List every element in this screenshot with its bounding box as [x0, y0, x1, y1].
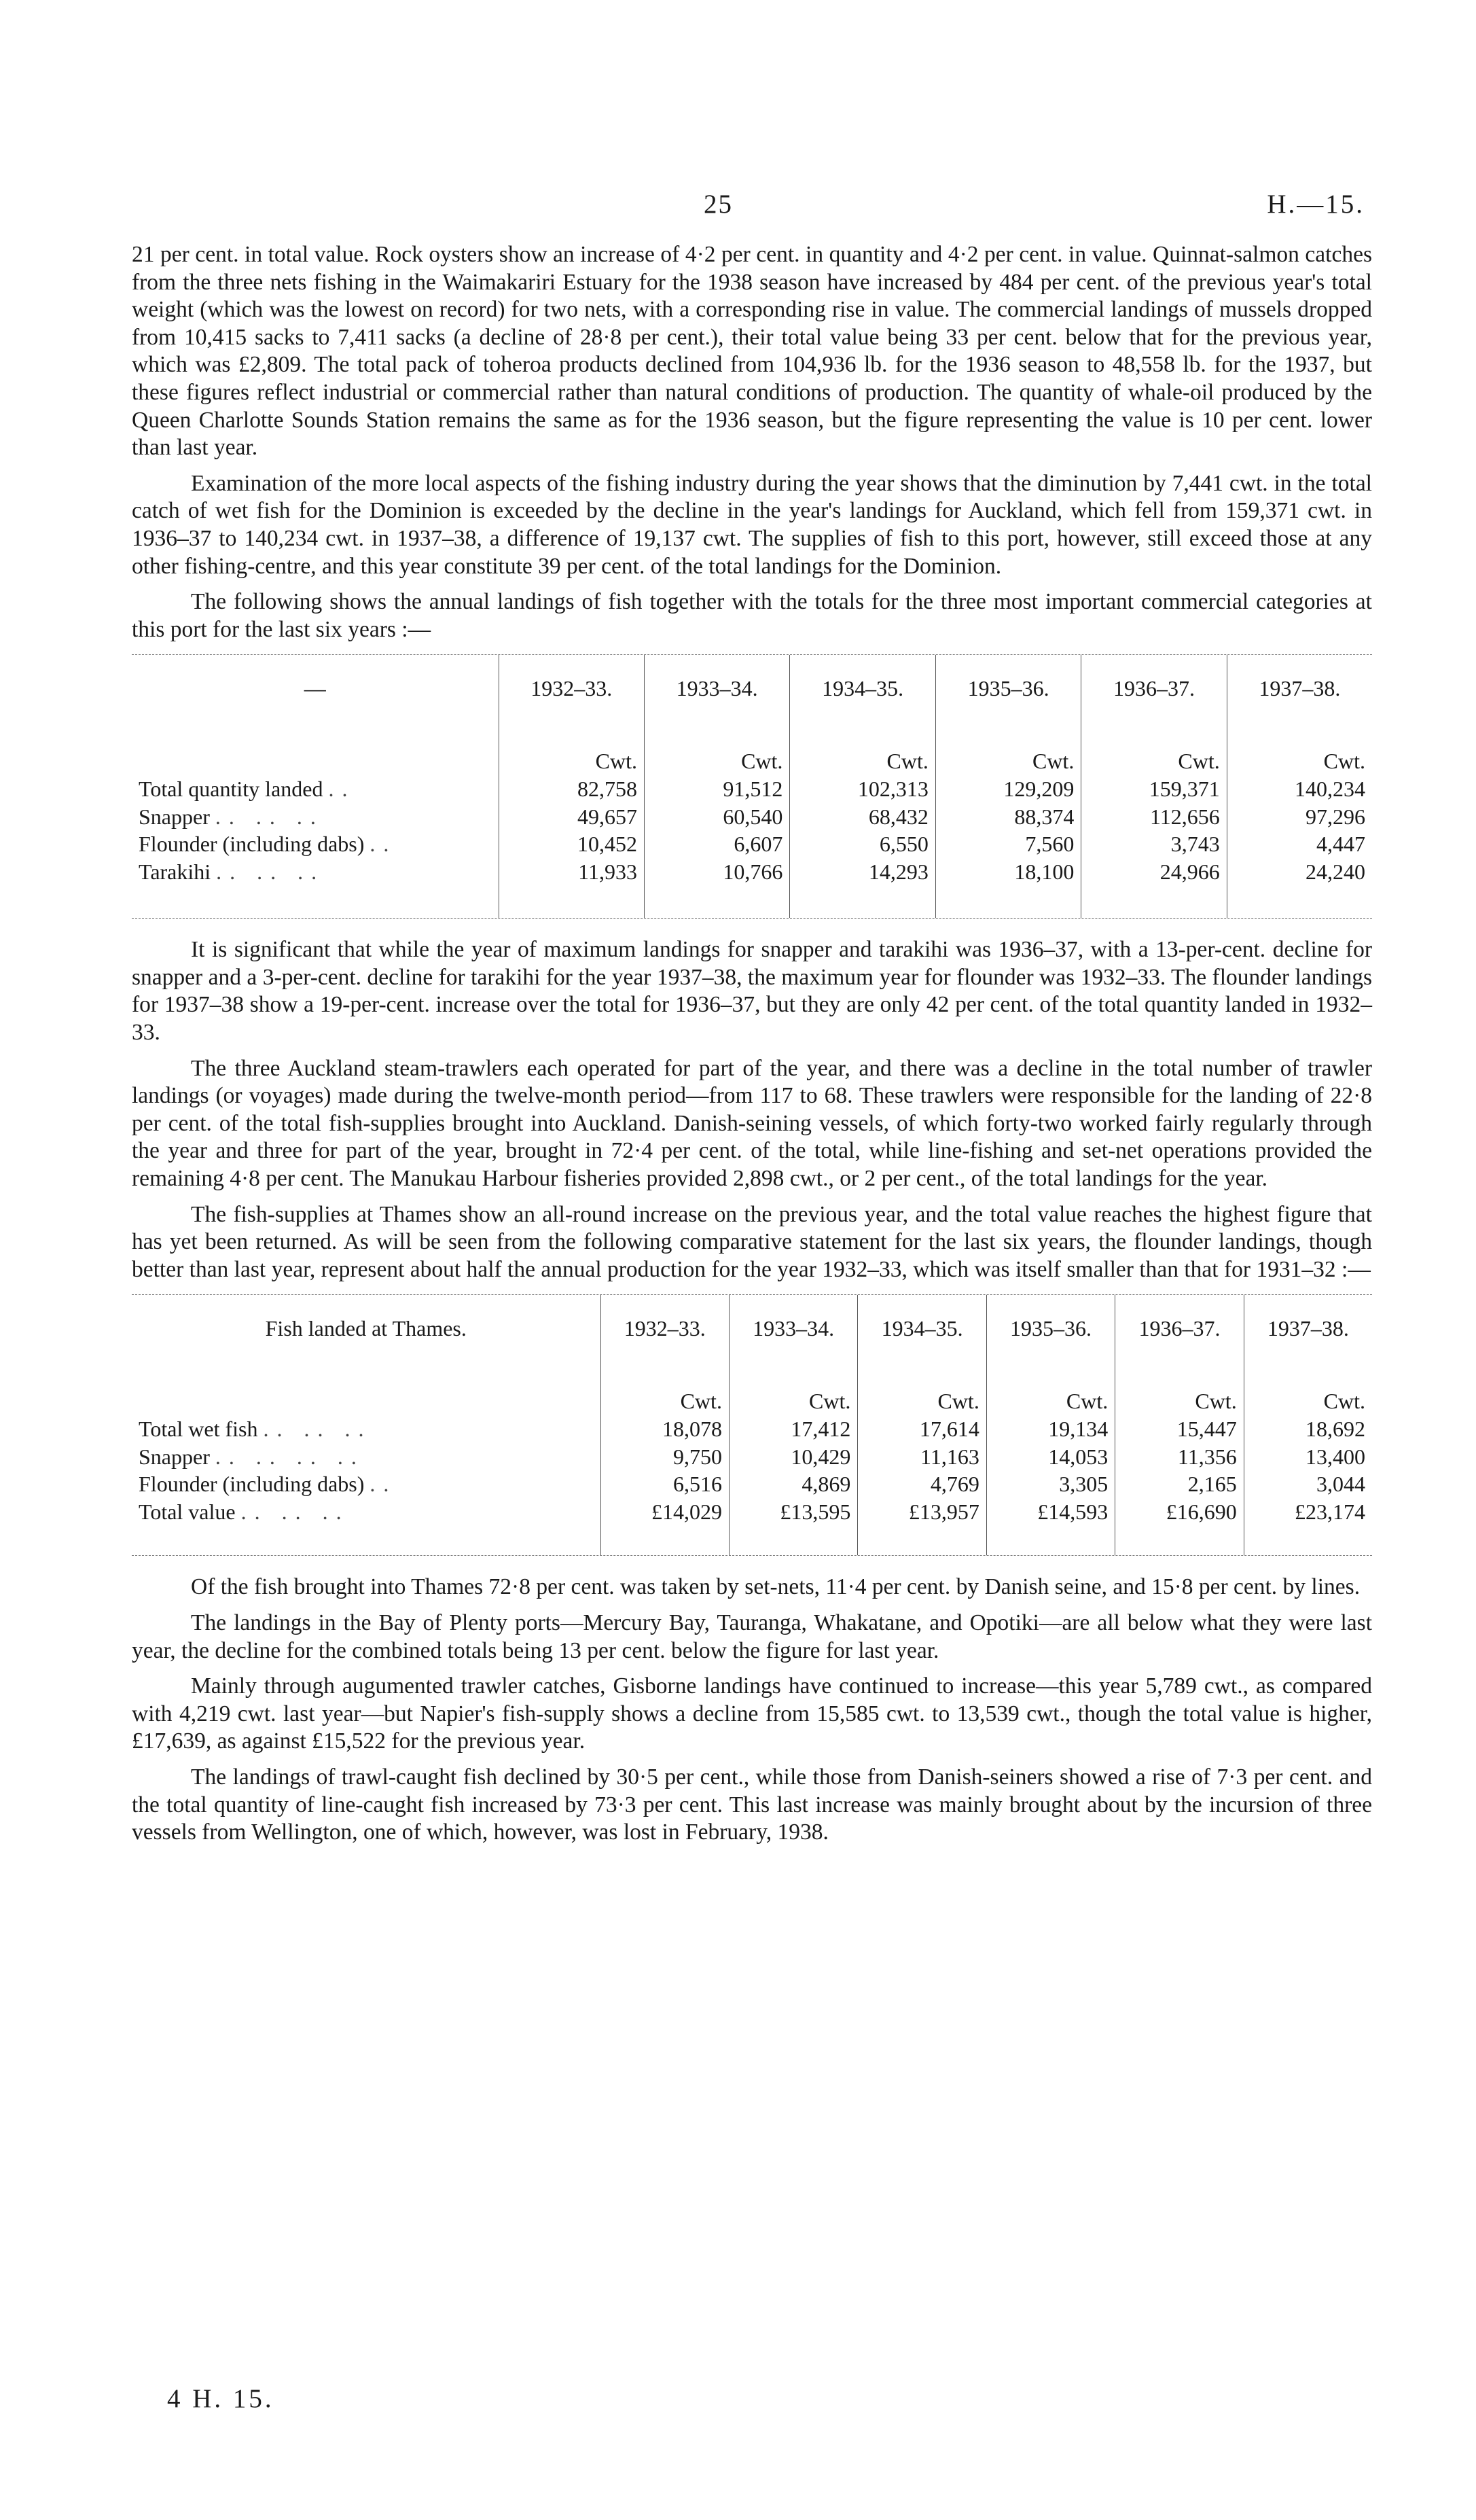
table-cell: £13,957	[858, 1498, 986, 1526]
unit-cell: Cwt.	[1227, 722, 1372, 775]
paragraph-thames-methods: Of the fish brought into Thames 72·8 per cent. was taken by set-nets, 11·4 per cent. by Danish seine, and 15·8 per cent. by lines.	[191, 1574, 1361, 1600]
table-bottom-rule	[132, 1555, 1372, 1556]
row-label	[132, 830, 499, 858]
spacer-cell	[1227, 885, 1372, 918]
table-row	[132, 1415, 1372, 1443]
paragraph-bay-of-plenty: The landings in the Bay of Plenty ports—Mercury Bay, Tauranga, Whakatane, and Opotiki—are all below what they were last year, the decline for the combined totals being 13 per cent. below the figure for last year.	[132, 1610, 1372, 1663]
paragraph-auckland-decline: Examination of the more local aspects of the fishing industry during the year shows that the diminution by 7,441 cwt. in the total catch of wet fish for the Dominion is exceeded by the decline in the year's landings for Auckland, which fell from 159,371 cwt. in 1936–37 to 140,234 cwt. in 1937–38, a difference of 19,137 cwt. The supplies of fish to this port, however, still exceed those at any other fishing-centre, and this year constitute 39 per cent. of the total landings for the Dominion.	[132, 470, 1372, 579]
table-cell: 3,044	[1244, 1470, 1372, 1498]
unit-row	[132, 722, 1372, 775]
table-cell: 3,305	[986, 1470, 1115, 1498]
spacer-cell	[600, 1525, 729, 1555]
table-row	[132, 1470, 1372, 1498]
auckland-landings-table	[132, 655, 1372, 918]
paragraph-maximum-landings: It is significant that while the year of maximum landings for snapper and tarakihi was 1936–37, with a 13-per-cent. decline for snapper and a 3-per-cent. decline for tarakihi for the year 1937–38, the maximum year for flounder was 1932–33. The flounder landings for 1937–38 show a 19-per-cent. increase over the total for 1936–37, but they are only 42 per cent. of the total quantity landed in 1932–33.	[132, 937, 1372, 1046]
unit-cell: Cwt.	[935, 722, 1081, 775]
document-reference: H.—15.	[1267, 190, 1365, 219]
table-cell: 6,550	[790, 830, 935, 858]
paragraph-thames-intro: The fish-supplies at Thames show an all-round increase on the previous year, and the total value reaches the highest figure that has yet been returned. As will be seen from the following comparative statement for the last six years, the flounder landings, though better than last year, represent about half the annual production for the year 1932–33, which was itself smaller than that for 1931–32 :—	[132, 1201, 1372, 1282]
year-header: 1937–38.	[1244, 1295, 1372, 1362]
table-bottom-rule	[132, 918, 1372, 919]
spacer-cell	[790, 885, 935, 918]
thames-landings-table	[132, 1295, 1372, 1555]
table-cell: 49,657	[499, 803, 644, 831]
table-cell: 102,313	[790, 775, 935, 803]
table-cell: 159,371	[1081, 775, 1227, 803]
spacer-cell	[858, 1525, 986, 1555]
table-cell: 112,656	[1081, 803, 1227, 831]
year-header: 1933–34.	[644, 655, 789, 722]
year-header: 1932–33.	[499, 655, 644, 722]
row-label	[132, 1415, 600, 1443]
spacer-cell	[644, 885, 789, 918]
table-spacer-row	[132, 885, 1372, 918]
table-cell: 18,078	[600, 1415, 729, 1443]
table-cell: 19,134	[986, 1415, 1115, 1443]
year-header: 1935–36.	[935, 655, 1081, 722]
spacer-cell	[132, 1525, 600, 1555]
year-header: 1934–35.	[790, 655, 935, 722]
spacer-cell	[986, 1525, 1115, 1555]
year-header: 1934–35.	[858, 1295, 986, 1362]
table-cell: 2,165	[1115, 1470, 1244, 1498]
row-label	[132, 803, 499, 831]
spacer-cell	[729, 1525, 857, 1555]
table-cell: 4,869	[729, 1470, 857, 1498]
unit-row	[132, 1362, 1372, 1415]
document-body	[132, 241, 1372, 1855]
table-cell: 129,209	[935, 775, 1081, 803]
year-header: 1936–37.	[1115, 1295, 1244, 1362]
row-leader-dots: .. .. ..	[263, 1417, 372, 1441]
table-cell: £16,690	[1115, 1498, 1244, 1526]
unit-cell: Cwt.	[600, 1362, 729, 1415]
row-leader-dots: ..	[370, 1472, 397, 1497]
unit-row-label	[132, 722, 499, 775]
spacer-cell	[935, 885, 1081, 918]
table-cell: £14,593	[986, 1498, 1115, 1526]
page-number: 25	[704, 190, 733, 219]
table-header-row	[132, 655, 1372, 722]
table-cell: 6,516	[600, 1470, 729, 1498]
table-cell: £13,595	[729, 1498, 857, 1526]
year-header: 1935–36.	[986, 1295, 1115, 1362]
table-cell: 15,447	[1115, 1415, 1244, 1443]
row-label	[132, 1498, 600, 1526]
spacer-cell	[1081, 885, 1227, 918]
table-cell: 9,750	[600, 1443, 729, 1471]
row-leader-dots: .. .. ..	[215, 804, 324, 829]
table-cell: 3,743	[1081, 830, 1227, 858]
table-cell: 24,966	[1081, 858, 1227, 886]
row-label-text: Total quantity landed	[139, 776, 323, 801]
row-label-text: Flounder (including dabs)	[139, 1472, 365, 1497]
auckland-landings-table-block	[132, 654, 1372, 919]
row-label	[132, 775, 499, 803]
spacer-cell	[1115, 1525, 1244, 1555]
spacer-cell	[132, 885, 499, 918]
paragraph-table1-intro: The following shows the annual landings of fish together with the totals for the three most important commercial categories at this port for the last six years :—	[132, 589, 1372, 642]
table-cell: 17,614	[858, 1415, 986, 1443]
table-row	[132, 1498, 1372, 1526]
table-cell: £14,029	[600, 1498, 729, 1526]
row-leader-dots: .. .. ..	[216, 859, 325, 884]
unit-cell: Cwt.	[644, 722, 789, 775]
row-leader-dots: .. .. ..	[240, 1499, 350, 1524]
table-cell: 10,452	[499, 830, 644, 858]
row-label-text: Tarakihi	[139, 859, 211, 884]
row-label-text: Snapper	[139, 804, 210, 829]
table-cell: 17,412	[729, 1415, 857, 1443]
table-cell: 60,540	[644, 803, 789, 831]
table-cell: 18,100	[935, 858, 1081, 886]
page-header	[0, 189, 1476, 230]
table-corner: —	[304, 676, 326, 701]
table-cell: 97,296	[1227, 803, 1372, 831]
unit-cell: Cwt.	[1081, 722, 1227, 775]
table-row	[132, 858, 1372, 886]
table-cell: 10,429	[729, 1443, 857, 1471]
table-cell: 14,293	[790, 858, 935, 886]
unit-cell: Cwt.	[729, 1362, 857, 1415]
thames-landings-table-block	[132, 1294, 1372, 1556]
year-header: 1933–34.	[729, 1295, 857, 1362]
spacer-cell	[1244, 1525, 1372, 1555]
printer-signature: 4 H. 15.	[167, 2384, 274, 2413]
table-cell: 140,234	[1227, 775, 1372, 803]
table-cell: 10,766	[644, 858, 789, 886]
row-label-text: Snapper	[139, 1444, 210, 1469]
spacer-cell	[499, 885, 644, 918]
paragraph-steam-trawlers: The three Auckland steam-trawlers each operated for part of the year, and there was a decline in the total number of trawler landings (or voyages) made during the twelve-month period—from 117 to 68. These trawlers were responsible for the landing of 22·8 per cent. of the total fish-supplies brought into Auckland. Danish-seining vessels, of which forty-two worked fairly regularly through the year and three for part of the year, brought in 72·4 per cent. of the total, while line-fishing and set-net operations provided the remaining 4·8 per cent. The Manukau Harbour fisheries provided 2,898 cwt., or 2 per cent., of the total landings for the year.	[132, 1055, 1372, 1192]
year-header: 1937–38.	[1227, 655, 1372, 722]
table-cell: 4,447	[1227, 830, 1372, 858]
table-row	[132, 803, 1372, 831]
row-leader-dots: ..	[328, 776, 356, 801]
table-cell: 18,692	[1244, 1415, 1372, 1443]
table-cell: 4,769	[858, 1470, 986, 1498]
table-cell: 6,607	[644, 830, 789, 858]
unit-cell: Cwt.	[858, 1362, 986, 1415]
row-label	[132, 1470, 600, 1498]
paragraph-gisborne-napier: Mainly through augumented trawler catches, Gisborne landings have continued to increase—this year 5,789 cwt., as compared with 4,219 cwt. last year—but Napier's fish-supply shows a decline from 15,585 cwt. to 13,539 cwt., though the total value is higher, £17,639, as against £15,522 for the previous year.	[132, 1673, 1372, 1754]
table-cell: 11,163	[858, 1443, 986, 1471]
row-leader-dots: .. .. .. ..	[215, 1444, 365, 1469]
table-cell: 88,374	[935, 803, 1081, 831]
table-cell: 68,432	[790, 803, 935, 831]
row-label	[132, 1443, 600, 1471]
table-cell: £23,174	[1244, 1498, 1372, 1526]
table-cell: 82,758	[499, 775, 644, 803]
unit-cell: Cwt.	[1115, 1362, 1244, 1415]
row-label-text: Flounder (including dabs)	[139, 832, 365, 857]
unit-cell: Cwt.	[986, 1362, 1115, 1415]
table-row	[132, 775, 1372, 803]
row-label-text: Total wet fish	[139, 1417, 258, 1441]
table-cell: 91,512	[644, 775, 789, 803]
table-corner: Fish landed at Thames.	[265, 1316, 467, 1341]
unit-cell: Cwt.	[499, 722, 644, 775]
unit-row-label	[132, 1362, 600, 1415]
row-label-text: Total value	[139, 1499, 236, 1524]
table-cell: 24,240	[1227, 858, 1372, 886]
table-row	[132, 830, 1372, 858]
row-label	[132, 858, 499, 886]
paragraph-trawl-caught: The landings of trawl-caught fish declined by 30·5 per cent., while those from Danish-seiners showed a rise of 7·3 per cent. and the total quantity of line-caught fish increased by 73·3 per cent. This last increase was mainly brought about by the incursion of three vessels from Wellington, one of which, however, was lost in February, 1938.	[132, 1764, 1372, 1845]
table-cell: 11,933	[499, 858, 644, 886]
unit-cell: Cwt.	[790, 722, 935, 775]
year-header: 1936–37.	[1081, 655, 1227, 722]
row-leader-dots: ..	[370, 832, 397, 857]
table-cell: 7,560	[935, 830, 1081, 858]
table-cell: 11,356	[1115, 1443, 1244, 1471]
year-header: 1932–33.	[600, 1295, 729, 1362]
table-cell: 14,053	[986, 1443, 1115, 1471]
unit-cell: Cwt.	[1244, 1362, 1372, 1415]
table-cell: 13,400	[1244, 1443, 1372, 1471]
table-row	[132, 1443, 1372, 1471]
table-header-row	[132, 1295, 1372, 1362]
table-spacer-row	[132, 1525, 1372, 1555]
paragraph-oysters-salmon: 21 per cent. in total value. Rock oysters show an increase of 4·2 per cent. in quantity and 4·2 per cent. in value. Quinnat-salmon catches from the three nets fishing in the Waimakariri Estuary for the 1938 season have increased by 484 per cent. of the previous year's total weight (which was the lowest on record) for two nets, with a corresponding rise in value. The commercial landings of mussels dropped from 10,415 sacks to 7,411 sacks (a decline of 28·8 per cent.), their total value being 33 per cent. below that for the previous year, which was £2,809. The total pack of toheroa products declined from 104,936 lb. for the 1936 season to 48,558 lb. for the 1937, but these figures reflect industrial or commercial rather than natural conditions of production. The quantity of whale-oil produced by the Queen Charlotte Sounds Station remains the same as for the 1936 season, but the figure representing the value is 10 per cent. lower than last year.	[132, 242, 1372, 461]
